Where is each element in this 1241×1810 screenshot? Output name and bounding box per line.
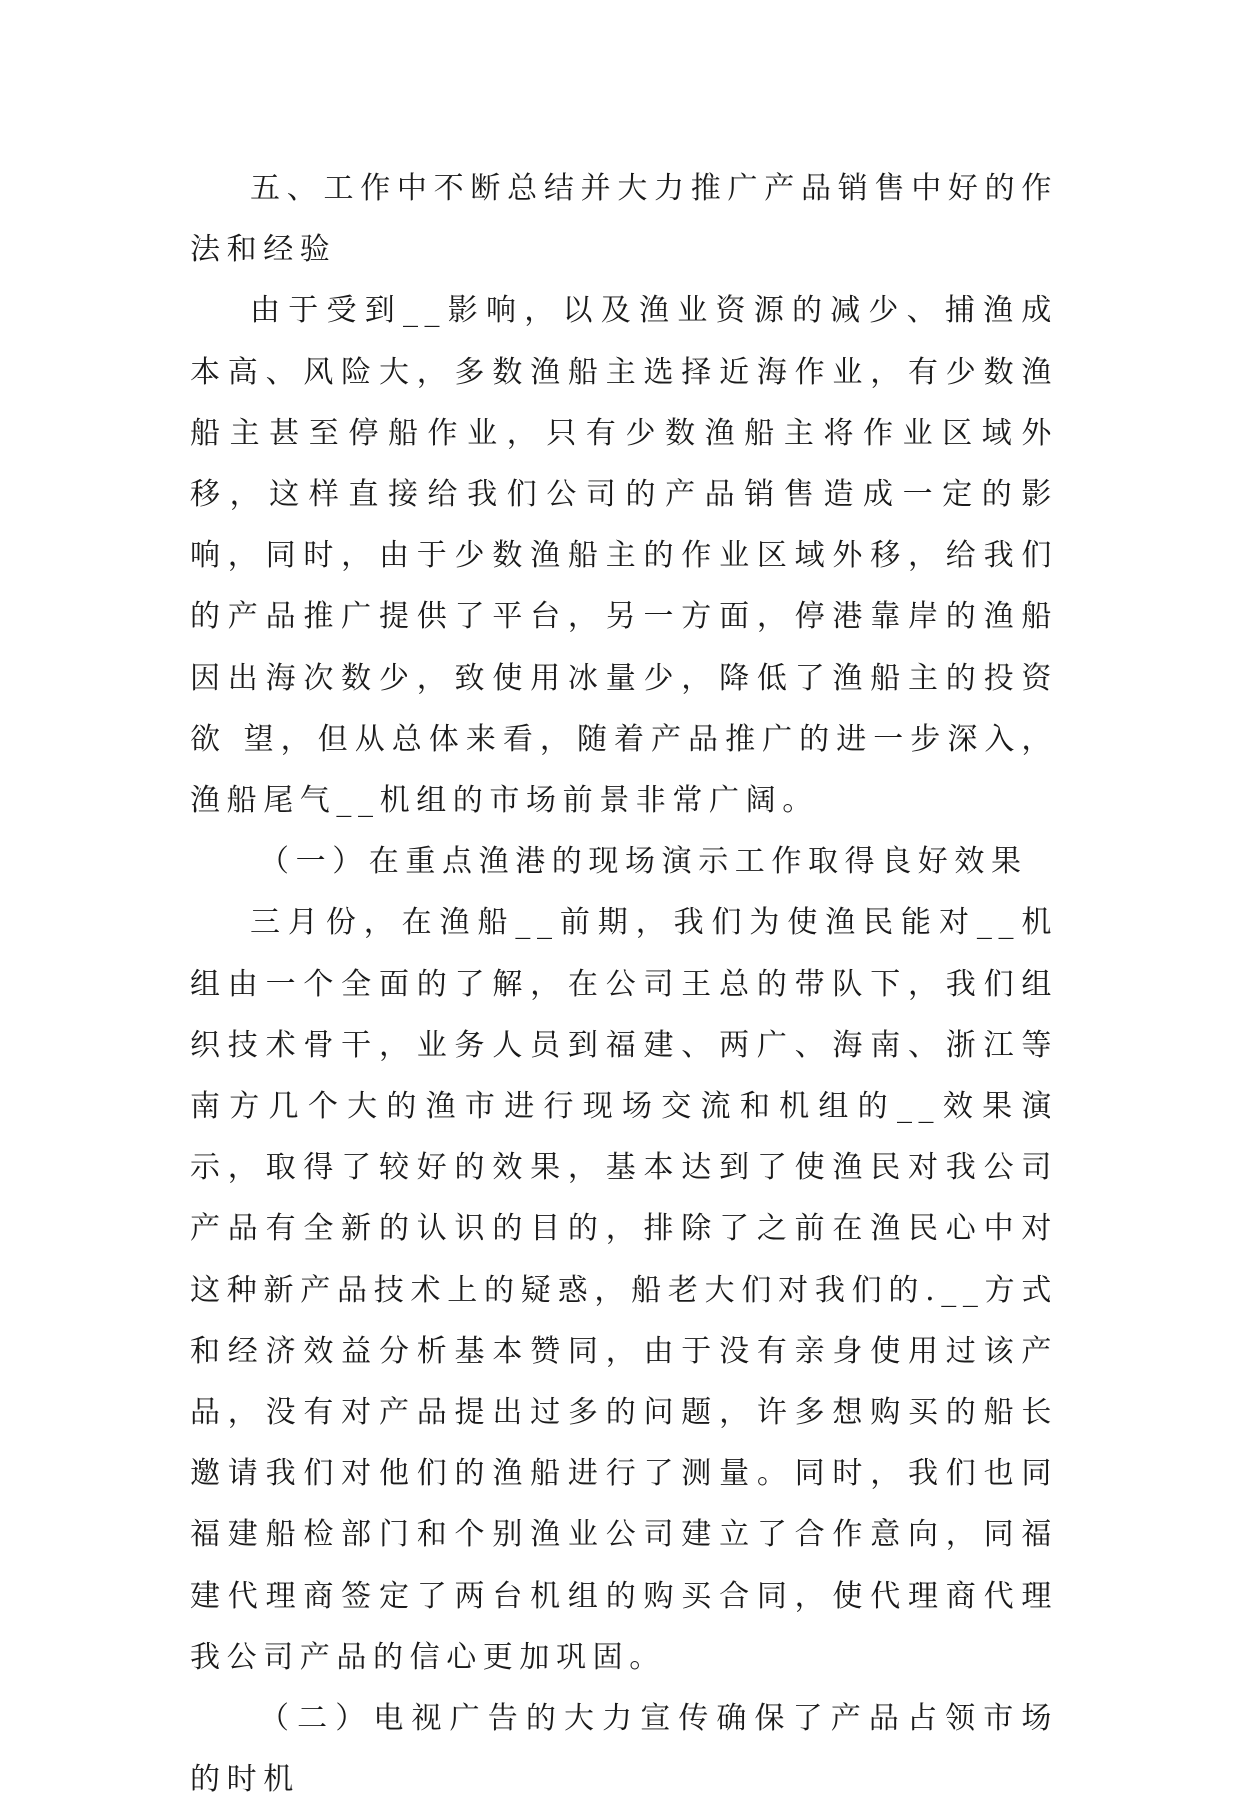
- subsection-heading: （二）电视广告的大力宣传确保了产品占领市场的时机: [190, 1701, 1058, 1798]
- subsection-heading: （一）在重点渔港的现场演示工作取得良好效果: [259, 844, 1028, 880]
- section-heading: 五、工作中不断总结并大力推广产品销售中好的作法和经验: [190, 171, 1058, 268]
- body-paragraph: 三月份，在渔船__前期，我们为使渔民能对__机组由一个全面的了解，在公司王总的带队下，我们组织技术骨干，业务人员到福建、两广、海南、浙江等南方几个大的渔市进行现场交流和机组的__效果演示，取得了较好的效果，基本达到了使渔民对我公司产品有全新的认识的目的，排除了之前在渔民心中对这种新产品技术上的疑惑，船老大们对我们的.__方式和经济效益分析基本赞同，由于没有亲身使用过该产品，没有对产品提出过多的问题，许多想购买的船长邀请我们对他们的渔船进行了测量。同时，我们也同福建船检部门和个别渔业公司建立了合作意向，同福建代理商签定了两台机组的购买合同，使代理商代理我公司产品的信心更加巩固。: [190, 905, 1058, 1675]
- body-paragraph: 由于受到__影响，以及渔业资源的减少、捕渔成本高、风险大，多数渔船主选择近海作业，有少数渔船主甚至停船作业，只有少数渔船主将作业区域外移，这样直接给我们公司的产品销售造成一定的影响，同时，由于少数渔船主的作业区域外移，给我们的产品推广提供了平台，另一方面，停港靠岸的渔船因出海次数少，致使用冰量少，降低了渔船主的投资欲 望，但从总体来看，随着产品推广的进一步深入，渔船尾气__机组的市场前景非常广阔。: [190, 293, 1058, 819]
- document-body: [190, 158, 1058, 1810]
